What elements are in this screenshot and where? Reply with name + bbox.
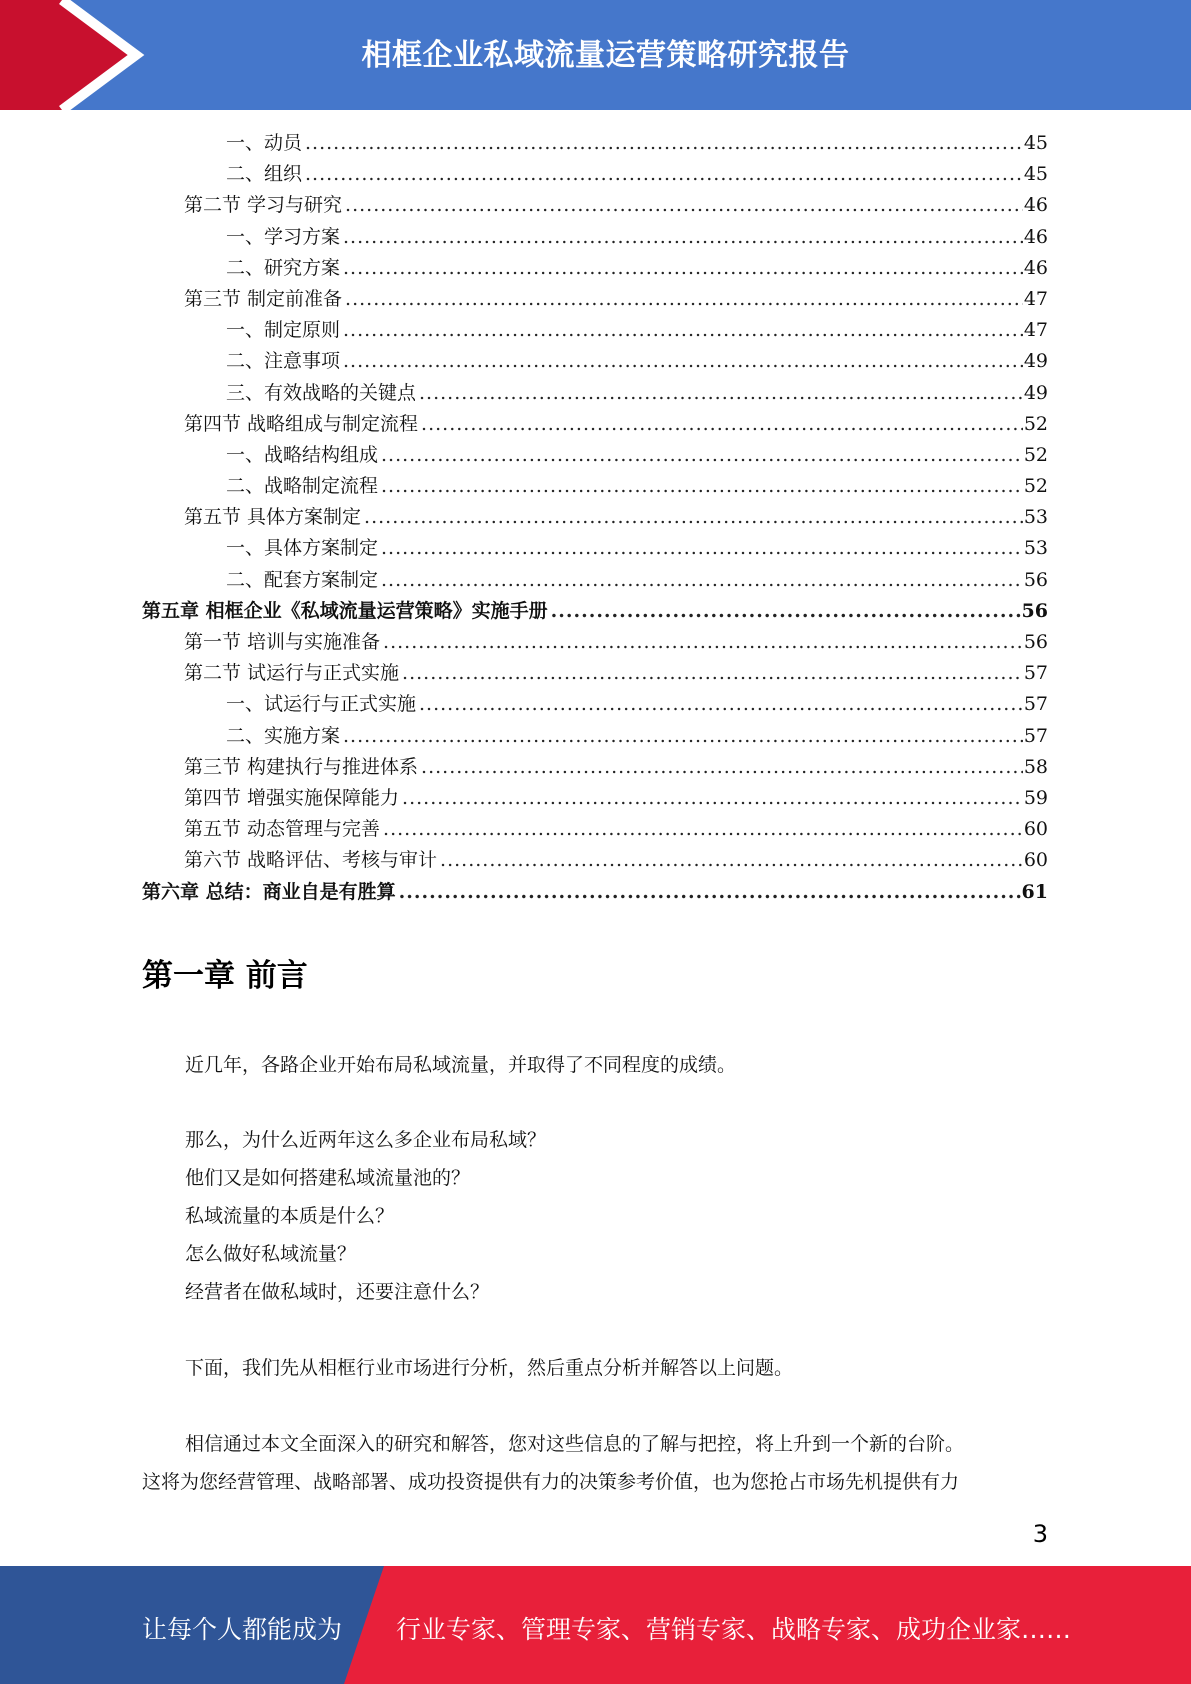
toc-leader-dots <box>305 132 1023 154</box>
toc-entry[interactable] <box>142 877 1048 908</box>
toc-entry-label: 一、动员 <box>226 132 303 154</box>
footer-slogan-right: 行业专家、管理专家、营销专家、战略专家、成功企业家…… <box>396 1615 1072 1644</box>
toc-entry-page: 47 <box>1023 319 1048 342</box>
chapter-heading: 第一章 前言 <box>142 958 308 994</box>
toc-entry-page: 58 <box>1023 755 1048 778</box>
toc-leader-dots <box>421 413 1023 435</box>
toc-entry-page: 52 <box>1023 412 1048 435</box>
toc-entry-page: 53 <box>1023 506 1048 529</box>
question-line: 经营者在做私域时，还要注意什么？ <box>185 1281 490 1303</box>
toc-entry-page: 45 <box>1023 163 1048 186</box>
toc-entry-label: 第四节 增强实施保障能力 <box>184 786 400 809</box>
toc-entry-page: 45 <box>1023 132 1048 154</box>
toc-leader-dots <box>343 725 1023 747</box>
toc-entry-label: 二、组织 <box>226 163 303 186</box>
toc-entry-label: 二、配套方案制定 <box>226 568 379 591</box>
toc-entry-label: 第六节 战略评估、考核与审计 <box>184 849 438 872</box>
toc-entry[interactable] <box>142 596 1048 627</box>
toc-entry[interactable] <box>142 128 1048 159</box>
toc-entry-page: 49 <box>1023 381 1048 404</box>
toc-entry-page: 57 <box>1023 724 1048 747</box>
toc-entry-page: 61 <box>1021 880 1048 903</box>
toc-entry-label: 第三节 制定前准备 <box>184 287 343 310</box>
toc-entry-page: 59 <box>1023 786 1048 809</box>
toc-entry-label: 第二节 试运行与正式实施 <box>184 662 400 685</box>
toc-entry-page: 49 <box>1023 350 1048 373</box>
toc-entry[interactable] <box>142 222 1048 253</box>
toc-entry[interactable] <box>142 783 1048 814</box>
toc-entry-label: 二、注意事项 <box>226 350 341 373</box>
toc-leader-dots <box>421 756 1023 778</box>
conclusion-paragraph-line: 相信通过本文全面深入的研究和解答，您对这些信息的了解与把控，将上升到一个新的台阶。 <box>185 1433 965 1455</box>
toc-entry[interactable] <box>142 409 1048 440</box>
toc-leader-dots <box>383 631 1023 653</box>
toc-entry-page: 56 <box>1021 599 1048 622</box>
page-header <box>0 0 1191 110</box>
toc-entry-label: 第四节 战略组成与制定流程 <box>184 412 419 435</box>
toc-entry-label: 第二节 学习与研究 <box>184 194 343 217</box>
toc-entry-page: 52 <box>1023 443 1048 466</box>
toc-entry[interactable] <box>142 658 1048 689</box>
question-line: 他们又是如何搭建私域流量池的？ <box>185 1167 471 1189</box>
toc-entry-label: 第六章 总结：商业自是有胜算 <box>142 880 396 903</box>
toc-entry[interactable] <box>142 190 1048 221</box>
toc-leader-dots <box>343 319 1023 341</box>
toc-entry[interactable] <box>142 346 1048 377</box>
toc-entry[interactable] <box>142 627 1048 658</box>
toc-leader-dots <box>419 693 1023 715</box>
toc-entry-label: 一、具体方案制定 <box>226 537 379 560</box>
question-line: 怎么做好私域流量？ <box>185 1243 357 1265</box>
toc-entry[interactable] <box>142 565 1048 596</box>
toc-entry[interactable] <box>142 440 1048 471</box>
toc-entry-label: 第五章 相框企业《私域流量运营策略》实施手册 <box>142 599 548 622</box>
toc-entry[interactable] <box>142 284 1048 315</box>
toc-entry-label: 一、学习方案 <box>226 225 341 248</box>
toc-entry-page: 57 <box>1023 662 1048 685</box>
toc-leader-dots <box>305 163 1023 185</box>
toc-entry[interactable] <box>142 533 1048 564</box>
toc-entry-label: 第五节 具体方案制定 <box>184 506 362 529</box>
toc-entry-page: 60 <box>1023 818 1048 841</box>
toc-leader-dots <box>381 537 1023 559</box>
toc-entry-page: 47 <box>1023 287 1048 310</box>
toc-leader-dots <box>551 600 1021 622</box>
toc-entry-label: 一、试运行与正式实施 <box>226 693 417 716</box>
toc-entry-page: 46 <box>1023 256 1048 279</box>
toc-entry-label: 二、研究方案 <box>226 256 341 279</box>
toc-leader-dots <box>402 662 1023 684</box>
toc-leader-dots <box>419 382 1023 404</box>
toc-leader-dots <box>343 257 1023 279</box>
toc-leader-dots <box>343 350 1023 372</box>
analysis-paragraph: 下面，我们先从相框行业市场进行分析，然后重点分析并解答以上问题。 <box>185 1357 794 1379</box>
toc-entry-label: 三、有效战略的关键点 <box>226 381 417 404</box>
toc-entry-page: 56 <box>1023 631 1048 653</box>
toc-entry-label: 一、制定原则 <box>226 319 341 342</box>
toc-entry[interactable] <box>142 315 1048 346</box>
toc-entry-label: 二、实施方案 <box>226 724 341 747</box>
intro-paragraph: 近几年，各路企业开始布局私域流量，并取得了不同程度的成绩。 <box>185 1054 737 1076</box>
toc-entry-page: 52 <box>1023 475 1048 498</box>
toc-entry[interactable] <box>142 159 1048 190</box>
toc-entry[interactable] <box>142 689 1048 720</box>
report-title: 相框企业私域流量运营策略研究报告 <box>361 38 850 73</box>
toc-entry-label: 第三节 构建执行与推进体系 <box>184 755 419 778</box>
toc-entry-page: 53 <box>1023 537 1048 560</box>
toc-entry-label: 二、战略制定流程 <box>226 475 379 498</box>
question-line: 私域流量的本质是什么？ <box>185 1205 395 1227</box>
toc-entry[interactable] <box>142 378 1048 409</box>
toc-entry[interactable] <box>142 721 1048 752</box>
question-line: 那么，为什么近两年这么多企业布局私域？ <box>185 1129 547 1151</box>
toc-leader-dots <box>345 194 1023 216</box>
toc-entry-label: 一、战略结构组成 <box>226 443 379 466</box>
toc-leader-dots <box>399 881 1021 903</box>
toc-entry-page: 46 <box>1023 225 1048 248</box>
toc-entry-page: 46 <box>1023 194 1048 217</box>
footer-slogan-left: 让每个人都能成为 <box>142 1615 343 1644</box>
toc-entry-label: 第五节 动态管理与完善 <box>184 818 381 841</box>
toc-leader-dots <box>345 288 1023 310</box>
toc-entry[interactable] <box>142 814 1048 845</box>
page-footer <box>0 1566 1191 1684</box>
toc-entry-label: 第一节 培训与实施准备 <box>184 631 381 653</box>
toc-entry[interactable] <box>142 502 1048 533</box>
toc-leader-dots <box>440 849 1023 871</box>
toc-entry-page: 56 <box>1023 568 1048 591</box>
toc-leader-dots <box>402 787 1023 809</box>
toc-leader-dots <box>381 444 1023 466</box>
toc-leader-dots <box>364 506 1023 528</box>
toc-entry[interactable] <box>142 752 1048 783</box>
toc-entry[interactable] <box>142 253 1048 284</box>
toc-leader-dots <box>383 818 1023 840</box>
page-number: 3 <box>1032 1520 1048 1548</box>
toc-entry-page: 60 <box>1023 849 1048 872</box>
toc-entry[interactable] <box>142 845 1048 876</box>
conclusion-paragraph-line: 这将为您经营管理、战略部署、成功投资提供有力的决策参考价值，也为您抢占市场先机提供有力 <box>142 1471 960 1493</box>
toc-entry[interactable] <box>142 471 1048 502</box>
toc-entry-page: 57 <box>1023 693 1048 716</box>
table-of-contents <box>142 128 1048 908</box>
toc-leader-dots <box>381 475 1023 497</box>
toc-leader-dots <box>343 226 1023 248</box>
toc-leader-dots <box>381 569 1023 591</box>
